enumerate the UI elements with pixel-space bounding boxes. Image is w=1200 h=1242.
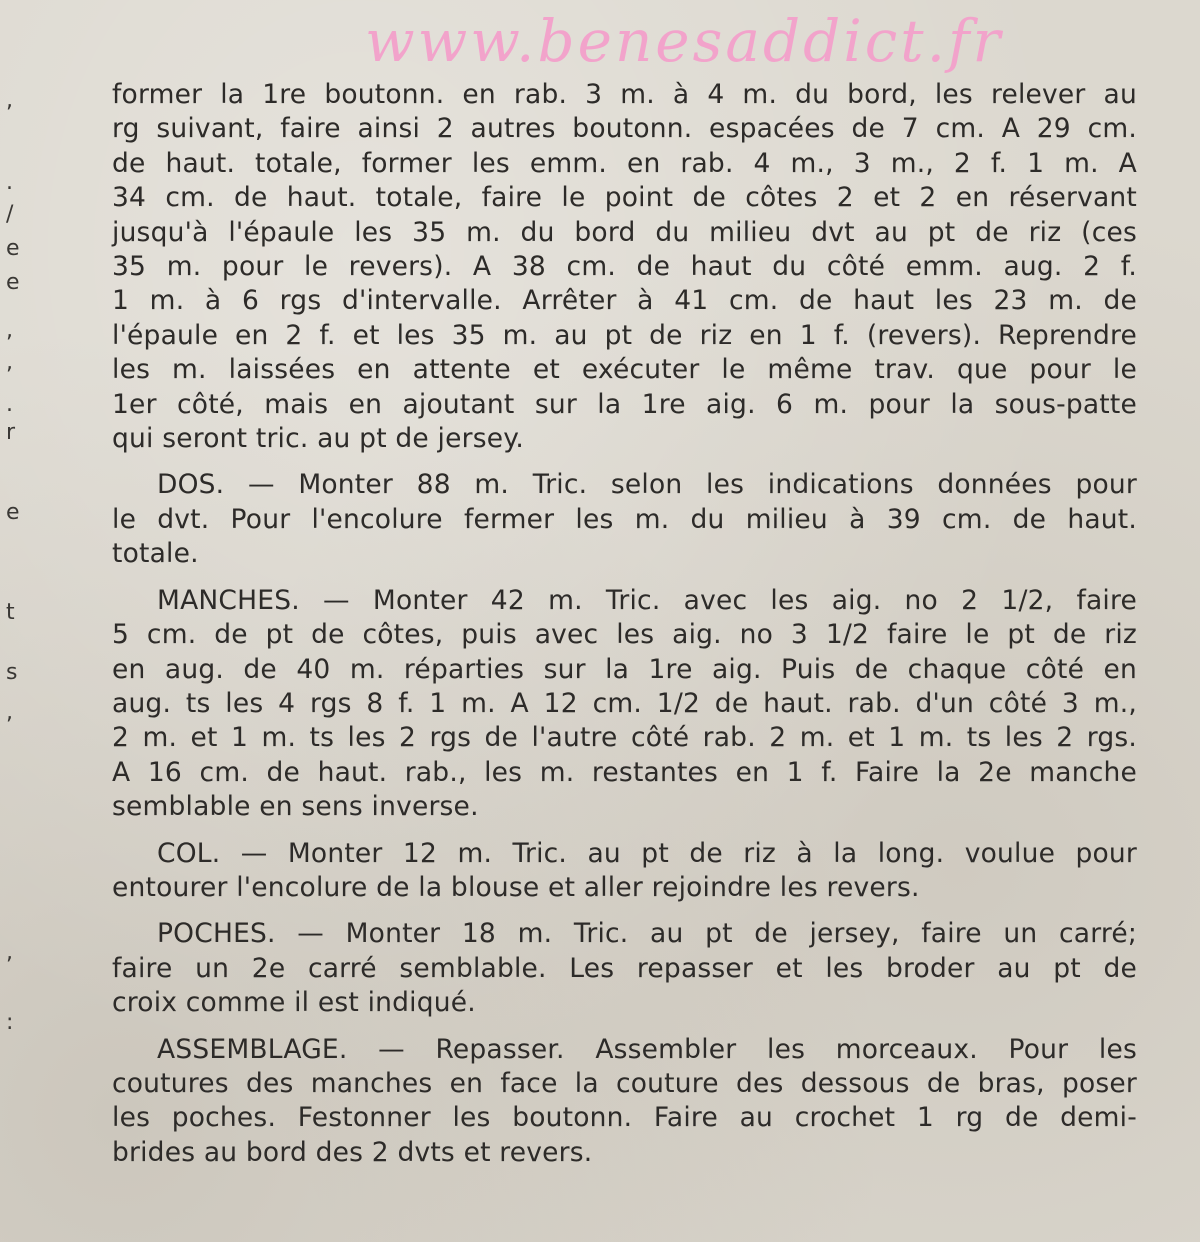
text-line: brides au bord des 2 dvts et revers. (112, 1136, 593, 1168)
text-line: 35 m. pour le revers). A 38 cm. de haut du côté emm. aug. 2 f. (112, 251, 1137, 283)
paragraph-devant-suite (112, 78, 1137, 456)
text-line: 5 cm. de pt de côtes, puis avec les aig. no 3 1/2 faire le pt de riz (112, 619, 1137, 651)
margin-fragment: , (6, 350, 13, 375)
text-line: rg suivant, faire ainsi 2 autres boutonn. espacées de 7 cm. A 29 cm. (112, 113, 1137, 145)
margin-fragment: , (6, 88, 13, 113)
text-line: A 16 cm. de haut. rab., les m. restantes en 1 f. Faire la 2e manche (112, 756, 1137, 788)
margin-fragment: s (6, 660, 18, 685)
paragraph-manches (112, 584, 1137, 825)
text-line: 1er côté, mais en ajoutant sur la 1re aig. 6 m. pour la sous-patte (112, 388, 1137, 420)
text-line: MANCHES. — Monter 42 m. Tric. avec les aig. no 2 1/2, faire (157, 584, 1137, 616)
text-line: POCHES. — Monter 18 m. Tric. au pt de jersey, faire un carré; (157, 918, 1137, 950)
text-line: en aug. de 40 m. réparties sur la 1re aig. Puis de chaque côté en (112, 653, 1137, 685)
margin-fragment: / (6, 202, 14, 227)
margin-fragment: , (6, 700, 13, 725)
margin-fragment: t (6, 600, 15, 625)
text-line: ASSEMBLAGE. — Repasser. Assembler les morceaux. Pour les (157, 1033, 1137, 1065)
text-line: 34 cm. de haut. totale, faire le point de côtes 2 et 2 en réservant (112, 182, 1137, 214)
text-line: 1 m. à 6 rgs d'intervalle. Arrêter à 41 cm. de haut les 23 m. de (112, 285, 1137, 317)
text-line: les m. laissées en attente et exécuter le même trav. que pour le (112, 354, 1137, 386)
paragraph-col (112, 837, 1137, 906)
margin-fragment: , (6, 318, 13, 343)
margin-fragment: e (6, 500, 20, 525)
text-line: coutures des manches en face la couture des dessous de bras, poser (112, 1067, 1137, 1099)
text-line: les poches. Festonner les boutonn. Faire au crochet 1 rg de demi- (112, 1102, 1137, 1134)
text-line: le dvt. Pour l'encolure fermer les m. du milieu à 39 cm. de haut. (112, 503, 1137, 535)
text-line: de haut. totale, former les emm. en rab. 4 m., 3 m., 2 f. 1 m. A (112, 147, 1137, 179)
paragraph-assemblage (112, 1033, 1137, 1171)
margin-fragment: e (6, 270, 20, 295)
margin-fragment: r (6, 420, 16, 445)
knitting-instructions (112, 78, 1137, 1182)
text-line: semblable en sens inverse. (112, 791, 479, 823)
text-line: l'épaule en 2 f. et les 35 m. au pt de riz en 1 f. (revers). Reprendre (112, 319, 1137, 351)
text-line: jusqu'à l'épaule les 35 m. du bord du milieu dvt au pt de riz (ces (112, 216, 1137, 248)
margin-fragment: : (6, 1010, 14, 1035)
margin-fragment: . (6, 170, 13, 195)
text-line: totale. (112, 538, 199, 570)
margin-fragment: , (6, 940, 13, 965)
margin-fragment: . (6, 392, 13, 417)
paragraph-poches (112, 917, 1137, 1020)
text-line: qui seront tric. au pt de jersey. (112, 423, 524, 455)
watermark: www.benesaddict.fr (365, 7, 1004, 75)
left-margin-fragments (0, 0, 40, 1242)
paragraph-dos (112, 468, 1137, 571)
text-line: former la 1re boutonn. en rab. 3 m. à 4 m. du bord, les relever au (112, 79, 1137, 110)
text-line: DOS. — Monter 88 m. Tric. selon les indications données pour (157, 469, 1137, 501)
margin-fragment: e (6, 236, 20, 261)
text-line: aug. ts les 4 rgs 8 f. 1 m. A 12 cm. 1/2 de haut. rab. d'un côté 3 m., (112, 687, 1137, 719)
text-line: entourer l'encolure de la blouse et aller rejoindre les revers. (112, 871, 920, 903)
text-line: faire un 2e carré semblable. Les repasser et les broder au pt de (112, 952, 1137, 984)
text-line: 2 m. et 1 m. ts les 2 rgs de l'autre côté rab. 2 m. et 1 m. ts les 2 rgs. (112, 722, 1137, 754)
text-line: COL. — Monter 12 m. Tric. au pt de riz à la long. voulue pour (157, 837, 1137, 869)
text-line: croix comme il est indiqué. (112, 987, 476, 1019)
